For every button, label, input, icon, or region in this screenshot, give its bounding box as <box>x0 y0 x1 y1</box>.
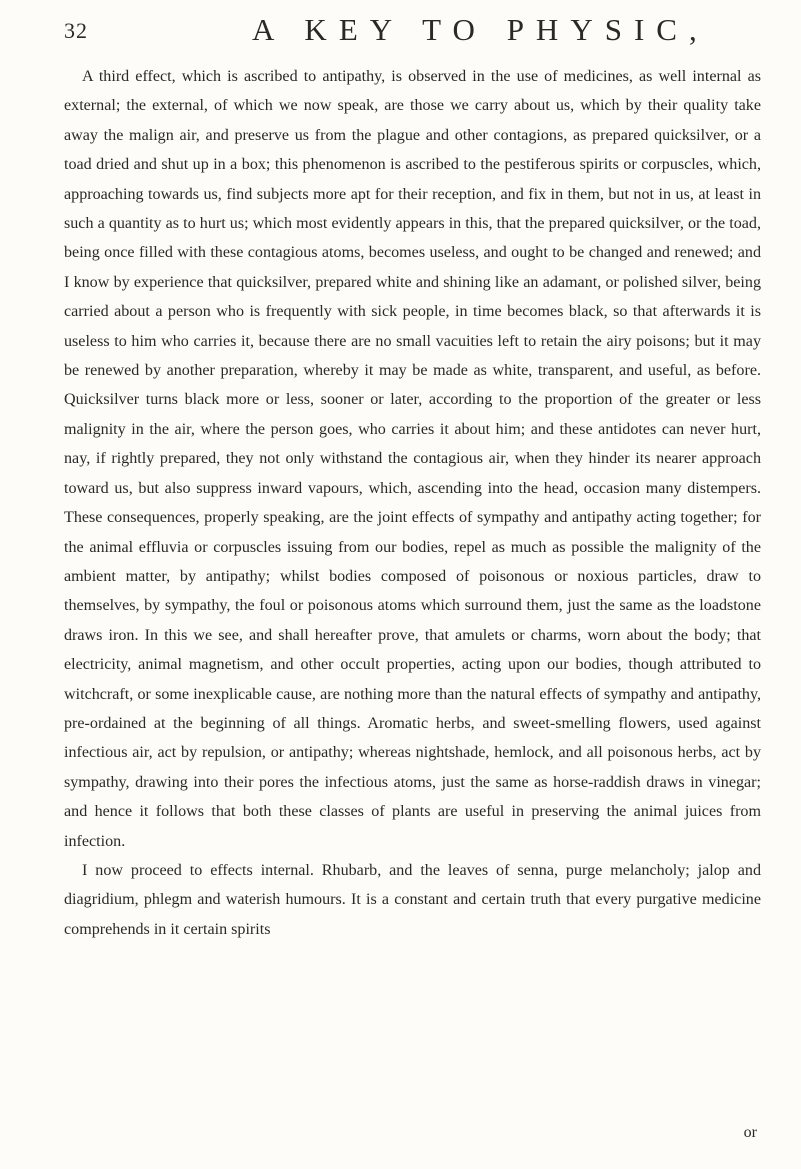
body-text <box>64 62 761 944</box>
page-number: 32 <box>64 18 88 43</box>
paragraph-third-effect: A third effect, which is ascribed to antipathy, is observed in the use of medicines, as well internal as external; the external, of which we now speak, are those we carry about us, which by their quality take away the malign air, and preserve us from the plague and other contagions, as prepared quicksilver, or a toad dried and shut up in a box; this phenomenon is ascribed to the pestiferous spirits or corpuscles, which, approaching towards us, find subjects more apt for their reception, and fix in them, but not in us, at least in such a quantity as to hurt us; which most evidently appears in this, that the prepared quicksilver, or the toad, being once filled with these contagious atoms, becomes useless, and ought to be changed and renewed; and I know by experience that quicksilver, prepared white and shining like an adamant, or polished silver, being carried about a person who is frequently with sick people, in time becomes black, so that afterwards it is useless to him who carries it, because there are no small vacuities left to retain the airy poisons; but it may be renewed by another preparation, whereby it may be made as white, transparent, and useful, as before. Quicksilver turns black more or less, sooner or later, according to the proportion of the greater or less malignity in the air, where the person goes, who carries it about him; and these antidotes can never hurt, nay, if rightly prepared, they not only withstand the contagious air, when they hinder its nearer approach toward us, but also suppress inward vapours, which, ascending into the head, occasion many distempers. These consequences, properly speaking, are the joint effects of sympathy and antipathy acting together; for the animal effluvia or corpuscles issuing from our bodies, repel as much as possible the malignity of the ambient matter, by antipathy; whilst bodies composed of poisonous or noxious particles, draw to themselves, by sympathy, the foul or poisonous atoms which surround them, just the same as the loadstone draws iron. In this we see, and shall hereafter prove, that amulets or charms, worn about the body; that electricity, animal magnetism, and other occult properties, acting upon our bodies, though attributed to witchcraft, or some inexplicable cause, are nothing more than the natural effects of sympathy and antipathy, pre-ordained at the beginning of all things. Aromatic herbs, and sweet-smelling flowers, used against infectious air, act by repulsion, or antipathy; whereas nightshade, hemlock, and all poisonous herbs, act by sympathy, drawing into their pores the infectious atoms, just the same as horse-raddish draws in vinegar; and hence it follows that both these classes of plants are useful in preserving the animal juices from infection. <box>64 68 761 850</box>
running-head <box>64 10 761 50</box>
paragraph-internal-effects: I now proceed to effects internal. Rhubarb, and the leaves of senna, purge melancholy; jalop and diagridium, phlegm and waterish humours. It is a constant and certain truth that every purgative medicine comprehends in it certain spirits <box>64 861 761 938</box>
catchword: or <box>743 1124 757 1141</box>
running-title: A KEY TO PHYSIC, <box>252 12 709 47</box>
